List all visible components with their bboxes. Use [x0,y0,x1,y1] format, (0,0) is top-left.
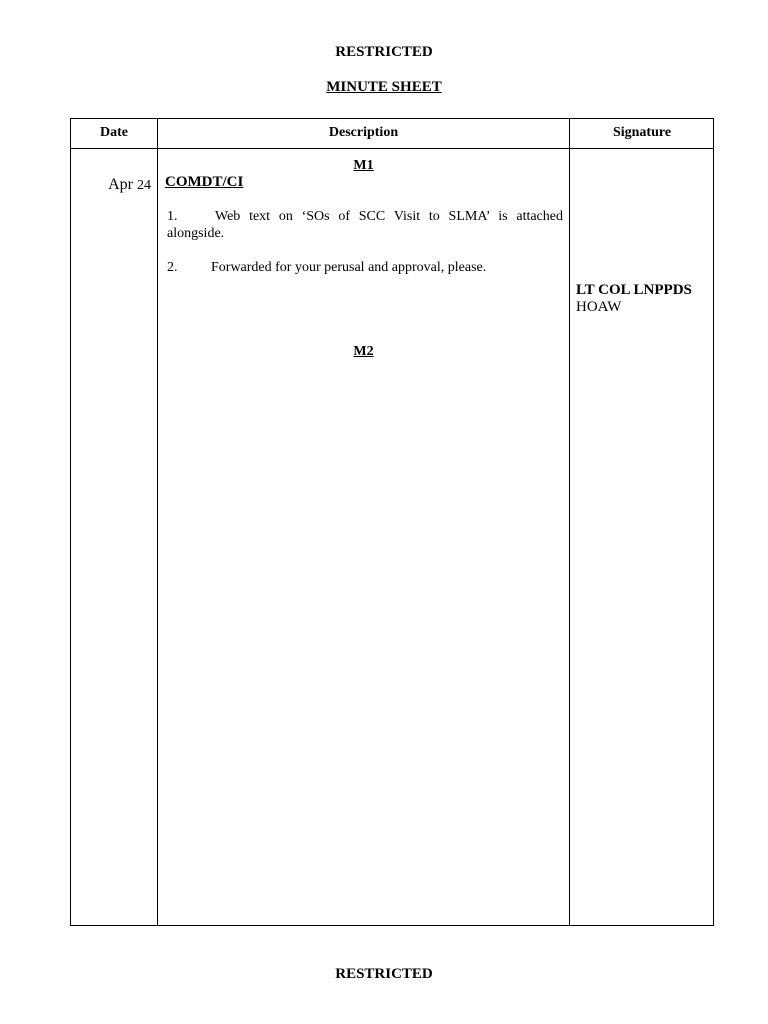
minute-number-m1: M1 [353,158,374,173]
entry-date-month: Apr [108,176,133,193]
header-description: Description [328,125,399,140]
header-date: Date [100,125,128,140]
entry-date-year: 24 [137,178,151,193]
minute-number-m2: M2 [353,344,374,359]
column-divider-signature [569,119,570,925]
paragraph-1-text: Web text on ‘SOs of SCC Visit to SLMA’ is attached alongside. [167,209,563,241]
minute-table [70,118,714,926]
addressee: COMDT/CI [165,174,244,190]
page-title: MINUTE SHEET [326,79,442,95]
paragraph-1 [167,208,563,242]
entry-date [71,176,157,194]
paragraph-1-number: 1. [167,209,178,224]
signatory-name: LT COL LNPPDS [576,282,692,298]
classification-bottom: RESTRICTED [335,966,433,982]
paragraph-2-number: 2. [167,260,178,275]
entry-signature [576,282,714,316]
header-signature: Signature [612,125,672,140]
paragraph-2-text: Forwarded for your perusal and approval, please. [211,260,487,275]
signatory-appointment: HOAW [576,299,622,315]
entry-description [158,148,569,925]
classification-top: RESTRICTED [335,44,433,60]
paragraph-2 [167,259,563,276]
